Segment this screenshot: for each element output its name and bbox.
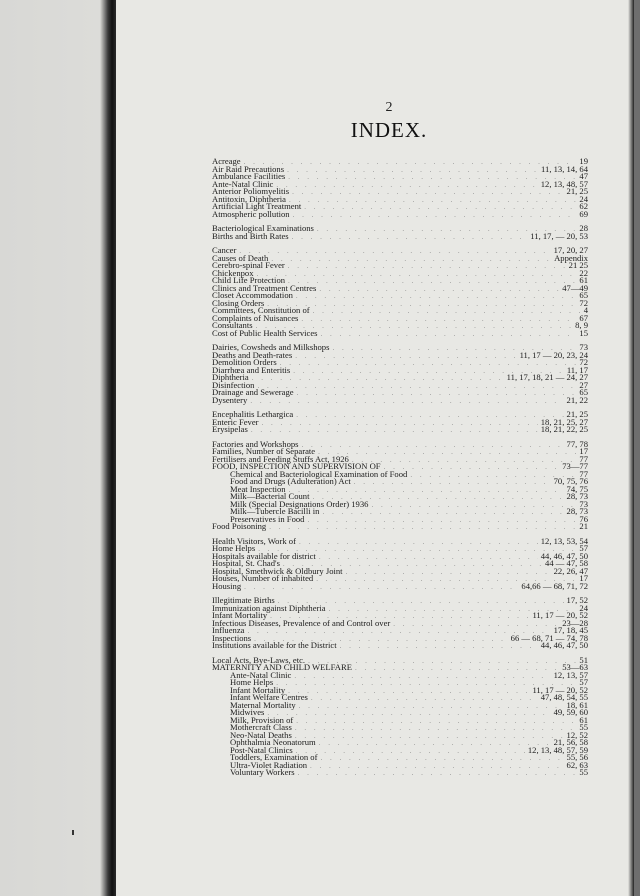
dot-leader (267, 301, 576, 309)
dot-leader (267, 710, 550, 718)
entry-pages: 24 (579, 602, 588, 613)
entry-pages: 23—28 (562, 617, 588, 628)
entry-label: Cancer (212, 245, 237, 255)
dot-leader (318, 449, 576, 457)
entry-label: Chickenpox (212, 267, 254, 278)
entry-label: Deaths and Death-rates (212, 349, 293, 360)
dot-leader (296, 748, 525, 756)
dot-leader (310, 763, 563, 771)
entry-label: Erysipelas (212, 424, 248, 434)
dot-leader (340, 643, 538, 651)
dot-leader (280, 360, 577, 368)
entry-pages: 66 — 68, 71 — 74, 78 (510, 632, 588, 643)
dot-leader (346, 569, 551, 577)
entry-pages: 28 (579, 223, 588, 233)
entry-pages: 11, 17, — 20, 53 (530, 230, 588, 241)
dot-leader (289, 197, 576, 205)
index-entry (212, 312, 588, 323)
entry-label: Child Life Protection (212, 275, 286, 285)
dot-leader (352, 457, 577, 465)
dot-leader (276, 680, 576, 688)
dot-leader (371, 502, 576, 510)
dot-leader (319, 286, 559, 294)
dot-leader (257, 383, 576, 391)
index-entry (212, 617, 588, 628)
dot-leader (384, 464, 560, 472)
entry-label: Ante-Natal Clinic (230, 669, 292, 680)
entry-pages: 69 (579, 208, 588, 219)
entry-pages: 51 (579, 654, 588, 665)
entry-pages: 27 (579, 379, 588, 390)
entry-pages: 11, 17 (566, 364, 588, 375)
entry-pages: 73 (579, 498, 588, 509)
entry-label: Food Poisoning (212, 521, 267, 531)
index-group (212, 411, 588, 434)
entry-pages: 12, 13, 48, 57, 59 (527, 744, 588, 755)
dot-leader (319, 554, 538, 562)
dot-leader (322, 509, 563, 517)
entry-label: Causes of Death (212, 252, 269, 263)
document-page (116, 0, 634, 896)
entry-pages: 4 (583, 305, 588, 315)
entry-pages: 57 (579, 543, 588, 553)
dot-leader (393, 621, 559, 629)
entry-pages: 65 (579, 387, 588, 397)
entry-pages: 65 (579, 290, 588, 300)
dot-leader (301, 316, 576, 324)
entry-pages: 64,66 — 68, 71, 72 (521, 580, 588, 591)
entry-pages: 28, 73 (566, 506, 588, 516)
index-entry (212, 523, 588, 531)
entry-pages: 55 (579, 722, 588, 732)
entry-label: Maternal Mortality (230, 699, 296, 710)
entry-pages: 19 (579, 156, 588, 166)
entry-pages: 77, 78 (566, 438, 588, 449)
entry-label: Hospital, Smethwick & Oldbury Joint (212, 565, 343, 576)
entry-pages: 47—49 (562, 282, 588, 293)
entry-pages: 77 (579, 453, 588, 464)
entry-pages: 11, 17 — 20, 52 (532, 610, 588, 620)
entry-label: Complaints of Nuisances (212, 312, 299, 323)
dot-leader (247, 628, 550, 636)
entry-label: Milk (Special Designations Order) 1936 (230, 498, 369, 509)
index-subentry (212, 699, 588, 710)
entry-pages: 15 (579, 327, 588, 338)
entry-label: Diarrhœa and Enteritis (212, 364, 291, 375)
dot-leader (295, 733, 564, 741)
entry-label: Health Visitors, Work of (212, 535, 296, 546)
entry-label: Atmospheric pollution (212, 208, 290, 219)
index-entry (212, 292, 588, 300)
entry-pages: 18, 21, 22, 25 (540, 424, 588, 434)
entry-pages: 21, 25 (566, 186, 588, 196)
dot-leader (299, 703, 564, 711)
entry-pages: 21, 22 (566, 394, 588, 405)
index-entry (212, 208, 588, 219)
dot-leader (289, 487, 564, 495)
dot-leader (244, 584, 518, 592)
entry-pages: 12, 13, 53, 54 (540, 535, 588, 546)
entry-pages: 12, 52 (566, 729, 588, 740)
entry-pages: 44, 46, 47, 50 (540, 550, 588, 561)
entry-label: Diphtheria (212, 372, 249, 382)
entry-pages: 11, 17 — 20, 23, 24 (519, 349, 588, 360)
dot-leader (250, 398, 563, 406)
entry-label: Infectious Diseases, Prevalence of and Control over (212, 617, 391, 628)
index-subentry (212, 769, 588, 777)
entry-pages: 24 (579, 193, 588, 204)
entry-label: Fertilisers and Feeding Stuffs Act, 1926 (212, 453, 349, 464)
entry-pages: 8, 9 (575, 320, 588, 330)
dot-leader (288, 278, 576, 286)
dot-leader (319, 740, 551, 748)
entry-label: Milk—Tubercle Bacilli in (230, 506, 320, 516)
entry-label: Illegitimate Births (212, 595, 275, 605)
entry-pages: 55, 56 (566, 752, 588, 762)
entry-label: Anterior Poliomyelitis (212, 186, 290, 196)
index-entry (212, 247, 588, 255)
index-group (212, 344, 588, 404)
entry-pages: 77 (579, 468, 588, 479)
entry-label: Ambulance Facilities (212, 171, 286, 181)
entry-label: Housing (212, 580, 242, 591)
entry-pages: 61 (579, 275, 588, 285)
dot-leader (313, 308, 581, 316)
dot-leader (271, 256, 551, 264)
entry-pages: 11, 17 — 20, 52 (532, 684, 588, 695)
entry-pages: 18, 61 (566, 699, 588, 710)
entry-label: Ante-Natal Clinic (212, 178, 274, 189)
entry-label: Immunization against Diphtheria (212, 602, 326, 613)
page-number: 2 (385, 100, 393, 115)
dot-leader (239, 248, 550, 256)
dot-leader (252, 375, 504, 383)
entry-label: Disinfection (212, 379, 255, 390)
index-group (212, 438, 588, 531)
entry-pages: 44 — 47, 58 (545, 558, 588, 568)
entry-label: MATERNITY AND CHILD WELFARE (212, 662, 352, 672)
dot-leader (302, 442, 564, 450)
dot-leader (292, 234, 528, 242)
entry-label: Dysentery (212, 394, 248, 405)
dot-leader (297, 390, 577, 398)
entry-label: Infant Mortality (230, 684, 286, 695)
entry-label: Hospital, St. Chad's (212, 558, 280, 568)
entry-label: Meat Inspection (230, 483, 286, 494)
entry-label: Infant Mortality (212, 610, 268, 620)
index-subentry (212, 513, 588, 524)
index-entry (212, 426, 588, 434)
entry-pages: 55 (579, 767, 588, 777)
entry-label: Milk, Provision of (230, 714, 294, 725)
entry-pages: 76 (579, 513, 588, 524)
entry-pages: 44, 46, 47, 50 (540, 640, 588, 650)
entry-pages: 47, 48, 54, 55 (540, 692, 588, 702)
entry-label: Encephalitis Lethargica (212, 409, 294, 419)
entry-label: Cost of Public Health Services (212, 327, 318, 338)
entry-label: Acreage (212, 156, 241, 166)
entry-pages: 18, 21, 25, 27 (540, 416, 588, 427)
dot-leader (295, 353, 516, 361)
index-group (212, 597, 588, 650)
entry-label: Institutions available for the District (212, 640, 337, 650)
entry-label: Births and Birth Rates (212, 230, 289, 241)
entry-pages: 22 (579, 267, 588, 278)
entry-label: Bacteriological Examinations (212, 223, 314, 233)
dot-leader (262, 420, 538, 428)
dot-leader (311, 695, 538, 703)
entry-label: Houses, Number of inhabited (212, 573, 314, 583)
entry-label: Closing Orders (212, 297, 265, 308)
entry-pages: 11, 13, 14, 64 (541, 163, 588, 174)
entry-label: Families, Number of Separate (212, 446, 316, 456)
entry-pages: 47 (579, 171, 588, 181)
entry-label: Antitoxin, Diphtheria (212, 193, 286, 204)
entry-label: Infant Welfare Centres (230, 692, 308, 702)
entry-pages: 12, 13, 48, 57 (540, 178, 588, 189)
index-entry (212, 389, 588, 397)
entry-pages: 21, 56, 58 (553, 737, 588, 747)
dot-leader (296, 293, 576, 301)
index-entry (212, 416, 588, 427)
entry-label: Preservatives in Food (230, 513, 305, 524)
index-group (212, 247, 588, 337)
index-group (212, 158, 588, 218)
entry-label: Air Raid Precautions (212, 163, 285, 174)
index-group (212, 225, 588, 240)
entry-pages: 72 (579, 297, 588, 308)
entry-label: Artificial Light Treatment (212, 201, 302, 211)
entry-label: Dairies, Cowsheds and Milkshops (212, 342, 330, 352)
index-entry (212, 327, 588, 338)
entry-label: Cerebro-spinal Fever (212, 260, 285, 270)
entry-pages: 21 (579, 521, 588, 531)
dot-leader (354, 479, 551, 487)
dot-leader (296, 718, 576, 726)
entry-label: Closet Accommodation (212, 290, 293, 300)
entry-pages: 17 (579, 573, 588, 583)
index-entry (212, 411, 588, 419)
entry-label: Ophthalmia Neonatorum (230, 737, 316, 747)
index-entry (212, 230, 588, 241)
entry-pages: Appendix (554, 252, 588, 263)
entry-label: Clinics and Treatment Centres (212, 282, 317, 293)
index-entry (212, 642, 588, 650)
dot-leader (244, 159, 577, 167)
index-group (212, 654, 588, 777)
entry-label: Chemical and Bacteriological Examination of Food (230, 468, 408, 479)
entry-label: Voluntary Workers (230, 767, 295, 777)
entry-pages: 74, 75 (566, 483, 588, 494)
entry-label: Inspections (212, 632, 252, 643)
entry-label: Factories and Workshops (212, 438, 299, 449)
dot-leader (287, 167, 538, 175)
entry-pages: 67 (579, 312, 588, 323)
entry-label: Consultants (212, 320, 253, 330)
entry-label: FOOD, INSPECTION AND SUPERVISION OF (212, 461, 381, 471)
index-entry (212, 535, 588, 546)
dot-leader (288, 688, 529, 696)
dot-leader (298, 770, 577, 778)
dot-leader (288, 174, 576, 182)
dot-leader (257, 271, 577, 279)
entry-label: Demolition Orders (212, 357, 277, 367)
dot-leader (321, 331, 577, 339)
entry-pages: 70, 75, 76 (553, 476, 588, 486)
entry-pages: 62, 63 (566, 759, 588, 770)
entry-pages: 62 (579, 201, 588, 211)
dot-leader (299, 539, 538, 547)
dot-leader (293, 212, 577, 220)
entry-pages: 61 (579, 714, 588, 725)
index-entry (212, 262, 588, 270)
dot-leader (307, 517, 576, 525)
dot-leader (296, 412, 563, 420)
entry-pages: 17 (579, 446, 588, 456)
dot-leader (295, 725, 577, 733)
entry-pages: 22, 26, 47 (553, 565, 588, 576)
entry-label: Local Acts, Bye-Laws, etc. (212, 654, 306, 665)
index-entry (212, 394, 588, 405)
entry-label: Post-Natal Clinics (230, 744, 293, 755)
dot-leader (320, 755, 563, 763)
entry-label: Mothercraft Class (230, 722, 292, 732)
dot-leader (304, 204, 576, 212)
dot-leader (269, 524, 576, 532)
entry-label: Hospitals available for district (212, 550, 316, 561)
index-entry (212, 374, 588, 382)
dot-leader (288, 263, 566, 271)
entry-label: Influenza (212, 625, 245, 635)
margin-mark (72, 830, 74, 835)
index-entry (212, 580, 588, 591)
entry-label: Midwives (230, 707, 265, 717)
entry-pages: 73—77 (562, 461, 588, 471)
entry-label: Home Helps (230, 677, 274, 687)
entry-pages: 49, 59, 60 (553, 707, 588, 717)
index-entries (212, 158, 588, 784)
entry-label: Drainage and Sewerage (212, 387, 294, 397)
entry-pages: 21 25 (568, 260, 588, 270)
entry-label: Food and Drugs (Adulteration) Act (230, 476, 351, 486)
entry-label: Home Helps (212, 543, 256, 553)
dot-leader (292, 189, 563, 197)
page-title: INDEX. (350, 118, 428, 142)
entry-pages: 11, 17, 18, 21 — 24, 27 (506, 372, 588, 382)
entry-pages: 21, 25 (566, 409, 588, 419)
entry-pages: 53—63 (562, 662, 588, 672)
entry-label: Neo-Natal Deaths (230, 729, 292, 740)
dot-leader (294, 673, 550, 681)
entry-pages: 72 (579, 357, 588, 367)
entry-pages: 17, 20, 27 (553, 245, 588, 255)
dot-leader (276, 182, 537, 190)
index-group (212, 535, 588, 591)
dot-leader (355, 665, 559, 673)
entry-label: Enteric Fever (212, 416, 259, 427)
entry-pages: 17, 18, 45 (553, 625, 588, 635)
dot-leader (251, 427, 538, 435)
entry-label: Milk—Bacterial Count (230, 491, 310, 501)
dot-leader (410, 472, 576, 480)
entry-label: Toddlers, Examination of (230, 752, 318, 762)
book-binding-edge (0, 0, 116, 896)
entry-pages: 17, 52 (566, 595, 588, 605)
entry-label: Ultra-Violet Radiation (230, 759, 308, 770)
entry-pages: 28, 73 (566, 491, 588, 501)
entry-pages: 57 (579, 677, 588, 687)
entry-pages: 73 (579, 342, 588, 352)
entry-label: Committees, Constitution of (212, 305, 310, 315)
entry-pages: 12, 13, 57 (553, 669, 588, 680)
